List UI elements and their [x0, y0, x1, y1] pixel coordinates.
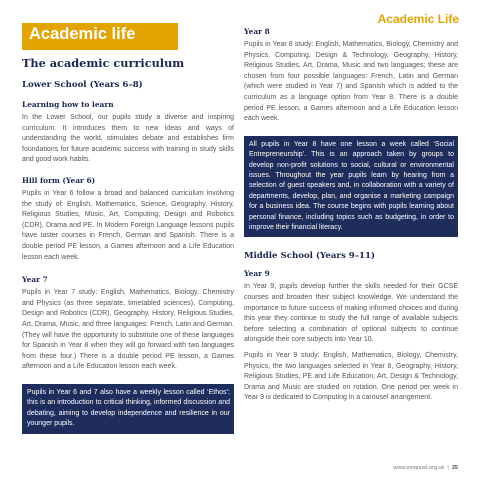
social-entrepreneurship-text: All pupils in Year 8 have one lesson a week called ‘Social Entrepreneurship’. This is an approach taken by groups to develop non-profit solutions to social, cultural or environmental issues. Throughout the year pupils learn by hearing from a selection of guest speakers and, in collaboration with a variety of departments, develop, plan, and organise a marketing campaign for a business idea. The course begins with pupils learning about personal finance, including topics such as budgeting, in order to improve their financial literacy.	[249, 140, 454, 231]
social-entrepreneurship-callout	[244, 136, 458, 238]
year7-heading: Year 7	[22, 275, 48, 285]
year9-heading: Year 9	[244, 269, 270, 279]
year8-paragraph: Pupils in Year 8 study: English, Mathematics, Biology, Chemistry and Physics, Computing, Design & Technology, Geography, History, Religious Studies, Art, Drama, Music and two languages; these are chosen from four possible languages: French, Latin and German (which were studied in Year 7) and Spanish which is added to the curriculum as a language option from Year 8. There is a double period PE lesson, a Games afternoon and a Life Education lesson each week.	[244, 41, 458, 123]
learning-paragraph: In the Lower School, our pupils study a diverse and inspiring curriculum. It introduces them to new ideas and ways of understanding the world, stimulates debate and establishes firm foundations for future academic success with training in study skills and good work habits.	[22, 114, 234, 164]
hill-form-paragraph: Pupils in Year 6 follow a broad and balanced curriculum involving the study of: English, Mathematics, Science, Geography, History, Religious Studies, Music, Art, Computing, Design and Robotics (CDR), Drama and PE. In Modern Foreign Language lessons pupils have taster courses in French, German and Spanish. There is a double period PE lesson, a Games afternoon and a Life Education lesson each week.	[22, 189, 234, 261]
learning-heading: Learning how to learn	[22, 100, 114, 109]
section-title: Academic life	[29, 25, 136, 43]
section-title-box	[22, 23, 178, 50]
hill-form-heading: Hill form (Year 6)	[22, 175, 96, 185]
page-footer	[393, 465, 458, 471]
footer-separator: |	[447, 465, 449, 471]
running-head: Academic Life	[377, 12, 459, 26]
year9-paragraph-1: In Year 9, pupils develop further the skills needed for their GCSE courses and broaden their subject knowledge. We understand the importance to future success of making informed choices and during this year they continue to study the full range of available subjects before selecting a combination of optional subjects to continue alongside their core subjects into Year 10.	[244, 283, 458, 344]
curriculum-heading: The academic curriculum	[22, 56, 185, 70]
page-number: 25	[451, 465, 458, 471]
ethos-callout	[22, 384, 234, 434]
right-column	[244, 27, 458, 404]
left-column	[22, 23, 234, 434]
year8-heading: Year 8	[244, 27, 270, 36]
website-link[interactable]: www.emanuel.org.uk	[393, 465, 445, 471]
lower-school-heading: Lower School (Years 6–8)	[22, 80, 143, 90]
middle-school-heading: Middle School (Years 9–11)	[244, 251, 376, 262]
year7-paragraph: Pupils in Year 7 study: English, Mathematics, Biology, Chemistry and Physics (as three separate, timetabled sciences), Computing, Design and Robotics (CDR), Geography, History, Religious Studies, Art, Drama, Music, and three languages: French, Latin and German. (They will have the opportunity to substitute one of these languages for Spanish in Year 8 when they will go forward with two languages from these four.) There is a double period PE lesson, a Games afternoon and a Life Education lesson each week.	[22, 289, 234, 371]
year9-paragraph-2: Pupils in Year 9 study: English, Mathematics, Biology, Chemistry, Physics, the two languages selected in Year 8, Geography, History, Religious Studies, PE and Life Education, Art, Design & Technology, Drama and Music are studied on rotation. One period per week in Year 9 is dedicated to Computing in a carousel arrangement.	[244, 351, 458, 402]
ethos-text: Pupils in Year 6 and 7 also have a weekly lesson called ‘Ethos’; this is an introduction to critical thinking, informed discussion and debating, aiming to develop independence and resilience in our younger pupils.	[27, 388, 230, 428]
